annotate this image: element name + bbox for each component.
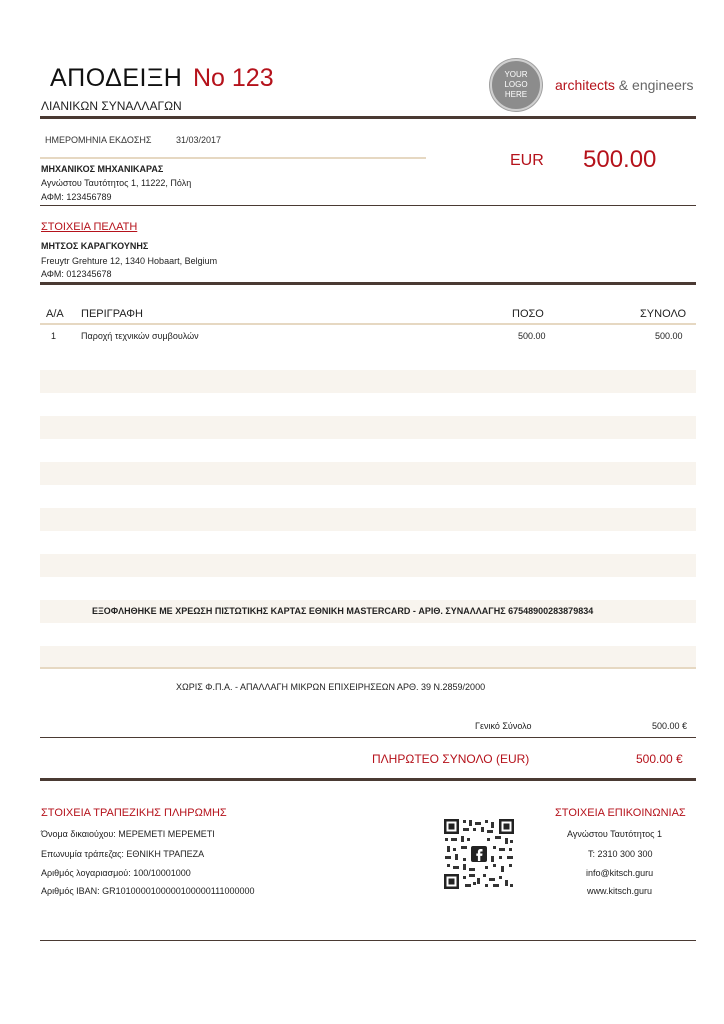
customer-section-title: ΣΤΟΙΧΕΙΑ ΠΕΛΑΤΗ [41,221,138,233]
row-description: Παροχή τεχνικών συμβουλών [81,331,199,341]
issuer-rule [40,205,696,206]
general-total-value: 500.00 € [652,721,688,731]
row-aa: 1 [51,331,57,341]
bank-account: Αριθμός λογαριασμού: 100/10001000 [41,868,191,878]
general-total-label: Γενικό Σύνολο [475,721,532,731]
table-bottom-rule [40,667,696,669]
company-name [555,77,694,93]
customer-rule [40,282,696,285]
header-rule [40,116,696,119]
document-subtitle: ΛΙΑΝΙΚΩΝ ΣΥΝΑΛΛΑΓΩΝ [41,99,182,113]
payable-rule [40,778,696,781]
col-header-aa: Α/Α [46,308,64,320]
row-total: 500.00 [655,331,683,341]
logo-placeholder [490,59,542,111]
col-header-total: ΣΥΝΟΛΟ [640,308,687,320]
table-stripe-row [40,554,696,577]
contact-address: Αγνώστου Ταυτότητος 1 [567,829,663,839]
contact-section-title: ΣΤΟΙΧΕΙΑ ΕΠΙΚΟΙΝΩΝΙΑΣ [555,807,686,819]
contact-phone: Τ: 2310 300 300 [588,849,653,859]
table-stripe-row [40,370,696,393]
customer-name: ΜΗΤΣΟΣ ΚΑΡΑΓΚΟΥΝΗΣ [41,241,149,251]
issue-date-label: ΗΜΕΡΟΜΗΝΙΑ ΕΚΔΟΣΗΣ [45,135,152,145]
totals-rule [40,737,696,738]
bank-name: Επωνυμία τράπεζας: ΕΘΝΙΚΗ ΤΡΑΠΕΖΑ [41,849,205,859]
company-name-b: & engineers [614,77,694,93]
payable-total-value: 500.00 € [636,752,683,766]
qr-code-icon [443,818,515,890]
currency-label: EUR [510,152,544,169]
vat-note: ΧΩΡΙΣ Φ.Π.Α. - ΑΠΑΛΛΑΓΗ ΜΙΚΡΩΝ ΕΠΙΧΕΙΡΗΣΕΩΝ ΑΡΘ. 39 Ν.2859/2000 [176,682,486,692]
issue-gold-rule [40,157,426,159]
table-header-rule [40,323,696,325]
customer-vat: ΑΦΜ: 012345678 [41,269,112,279]
issuer-name: ΜΗΧΑΝΙΚΟΣ ΜΗΧΑΝΙΚΑΡΑΣ [41,164,164,174]
logo-text-1: YOUR LOGO [504,70,528,89]
bank-iban: Αριθμός IBAN: GR1010000100000100000111000000 [41,886,255,896]
table-stripe-row [40,416,696,439]
issuer-vat: ΑΦΜ: 123456789 [41,192,112,202]
row-amount: 500.00 [518,331,546,341]
customer-address: Freuytr Grehture 12, 1340 Hobaart, Belgium [41,256,218,266]
bank-holder: Όνομα δικαιούχου: ΜΕΡΕΜΕΤΙ ΜΕΡΕΜΕΤΙ [41,829,215,839]
company-name-a: architects [555,77,615,93]
logo-text-2: HERE [504,90,528,99]
col-header-amount: ΠΟΣΟ [512,308,544,320]
issue-date-value: 31/03/2017 [176,135,222,145]
footer-rule [40,940,696,941]
table-stripe-row [40,508,696,531]
amount-value: 500.00 [583,146,657,173]
contact-website[interactable]: www.kitsch.guru [587,886,653,896]
document-number: No 123 [193,64,274,92]
issuer-address: Αγνώστου Ταυτότητος 1, 11222, Πόλη [41,178,192,188]
contact-email[interactable]: info@kitsch.guru [586,868,654,878]
payable-total-label: ΠΛΗΡΩΤΕΟ ΣΥΝΟΛΟ (EUR) [372,752,530,766]
table-stripe-row [40,462,696,485]
col-header-description: ΠΕΡΙΓΡΑΦΗ [81,308,143,320]
document-title: ΑΠΟΔΕΙΞΗ [50,64,183,92]
bank-section-title: ΣΤΟΙΧΕΙΑ ΤΡΑΠΕΖΙΚΗΣ ΠΛΗΡΩΜΗΣ [41,807,227,819]
payment-note: ΕΞΟΦΛΗΘΗΚΕ ΜΕ ΧΡΕΩΣΗ ΠΙΣΤΩΤΙΚΗΣ ΚΑΡΤΑΣ ΕΘΝΙΚΗ MASTERCARD - ΑΡΙΘ. ΣΥΝΑΛΛΑΓΗΣ 67548900283879834 [92,606,594,616]
table-stripe-row [40,646,696,667]
